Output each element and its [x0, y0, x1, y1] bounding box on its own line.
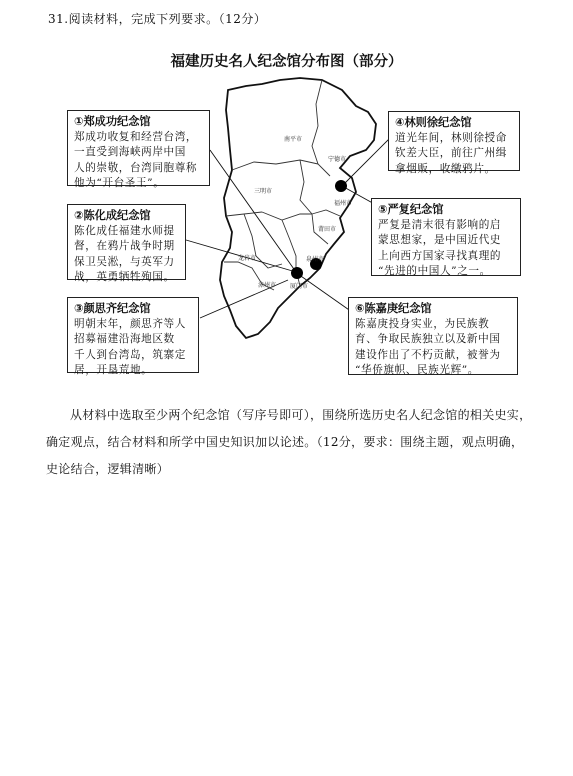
callout-line: 明朝末年，颜思齐等人 [74, 317, 186, 330]
callout-line: 一直受到海峡两岸中国 [74, 146, 186, 158]
question-header: 31.阅读材料，完成下列要求。（12分） [48, 12, 267, 26]
callout-line: 钦差大臣，前往广州缉 [395, 147, 507, 159]
callout-title: ①郑成功纪念馆 [74, 115, 151, 128]
callout-line: 人的崇敬，台湾同胞尊称 [74, 161, 198, 174]
city-label-fuzhou: 福州市 [334, 200, 353, 207]
callout-line: 严复是清末很有影响的启 [378, 218, 502, 231]
callout-line: 陈嘉庚投身实业，为民族教 [355, 317, 490, 330]
callout-line: “先进的中国人”之一。 [378, 265, 491, 277]
callout-line: 蒙思想家，是中国近代史 [378, 234, 502, 246]
callout-line: 千人到台湾岛，筑寨定 [74, 348, 186, 361]
callout-title: ⑤严复纪念馆 [378, 203, 444, 216]
memorial-dot-fuzhou [335, 180, 347, 192]
map-title: 福建历史名人纪念馆分布图（部分） [170, 54, 403, 70]
memorial-dot-xiamen [291, 267, 303, 279]
boundary-sanming-fuzhou [300, 160, 312, 214]
city-label-ningde: 宁德市 [328, 156, 347, 163]
callout-chen-huacheng [67, 204, 186, 283]
city-label-nanping: 南平市 [284, 136, 303, 143]
callout-line: 道光年间，林则徐授命 [395, 131, 507, 144]
callout-line: 育、争取民族独立以及新中国 [355, 333, 501, 345]
callout-yan-fu [371, 198, 521, 276]
callout-line: 郑成功收复和经营台湾， [74, 130, 198, 143]
callout-title: ⑥陈嘉庚纪念馆 [355, 302, 432, 315]
callout-line: 招募福建沿海地区数 [74, 333, 175, 345]
callout-line: 战，英勇牺牲殉国。 [74, 271, 175, 283]
callout-title: ③颜思齐纪念馆 [74, 302, 151, 315]
city-label-sanming: 三明市 [254, 188, 273, 195]
callout-line: 陈化成任福建水师提 [74, 224, 175, 237]
callout-yan-siqi [67, 297, 199, 376]
callout-line: 居，开垦荒地。 [74, 364, 153, 376]
callout-zheng-chenggong [67, 110, 210, 189]
callout-line: 拿烟贩，收缴鸦片。 [395, 162, 496, 175]
callout-line: 督，在鸦片战争时期 [74, 240, 175, 252]
callout-line: 他为“开台圣王”。 [74, 177, 165, 189]
city-label-putian: 莆田市 [318, 226, 337, 233]
callout-line: 上向西方国家寻找真理的 [378, 249, 502, 262]
boundary-fuzhou-putian [312, 210, 340, 216]
boundary-nanping-sanming [232, 160, 318, 170]
city-label-quanzhou: 泉州市 [306, 256, 325, 263]
city-label-longyan: 龙岩市 [238, 255, 257, 262]
city-label-xiamen: 厦门市 [290, 283, 309, 290]
city-label-zhangzhou: 漳州市 [258, 282, 277, 289]
fujian-map [0, 0, 573, 380]
task-instructions: 从材料中选取至少两个纪念馆（写序号即可），围绕所选历史名人纪念馆的相关史实，确定观点，结合材料和所学中国史知识加以论述。（12分，要求：围绕主题，观点明确，史论结合，逻辑清晰） [46, 408, 532, 476]
callout-line: “华侨旗帜、民族光辉”。 [355, 364, 479, 376]
leader-6 [298, 274, 352, 312]
callout-title: ②陈化成纪念馆 [74, 209, 151, 222]
callout-line: 建设作出了不朽贡献，被誉为 [355, 348, 501, 361]
callout-title: ④林则徐纪念馆 [395, 116, 472, 129]
callout-line: 保卫吴淞，与英军力 [74, 255, 175, 268]
callout-chen-jiageng [348, 297, 518, 375]
callout-lin-zexu [388, 111, 520, 175]
